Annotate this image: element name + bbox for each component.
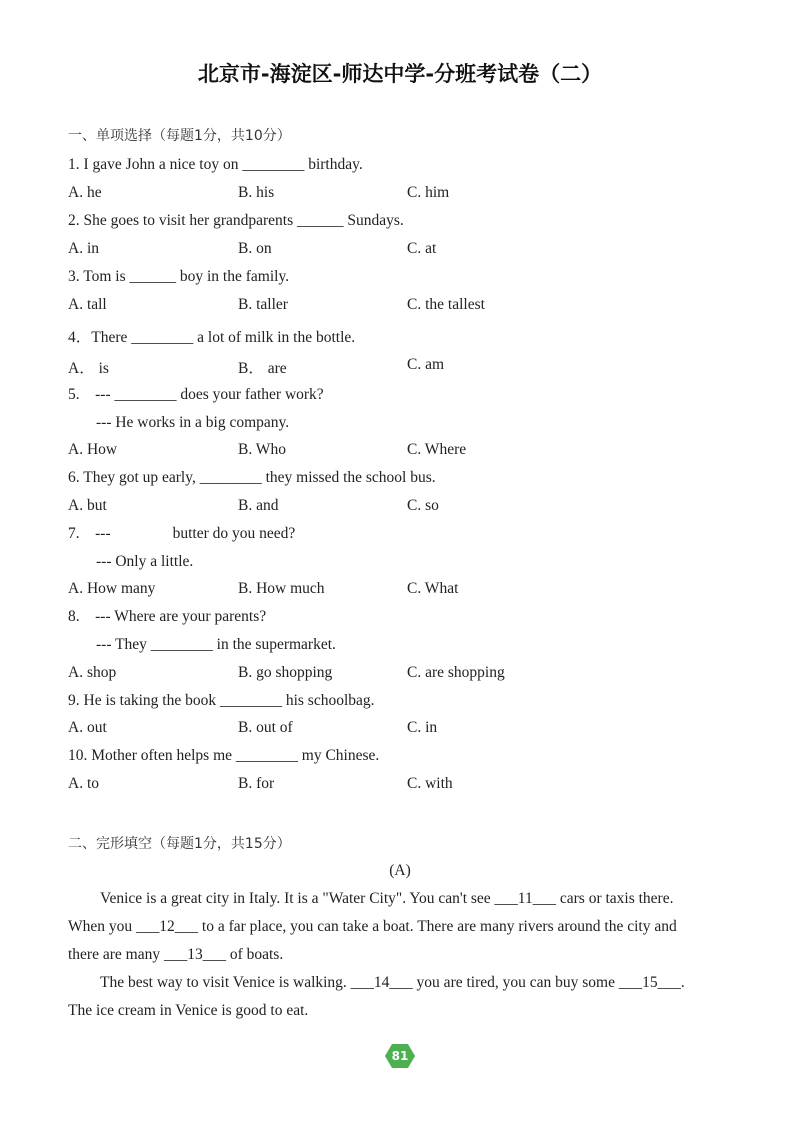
- question-stem: 8. --- Where are your parents?: [68, 608, 267, 625]
- option-c: C. am: [407, 356, 445, 373]
- option-a: A. tall: [68, 296, 107, 313]
- option-c: C. so: [407, 497, 439, 514]
- section-heading-cloze: 二、完形填空（每题1分，共15分）: [68, 836, 291, 852]
- question-stem: 5. --- ________ does your father work?: [68, 386, 324, 403]
- option-a: A. out: [68, 719, 107, 736]
- option-b: B. for: [238, 775, 275, 792]
- option-b: B. How much: [238, 580, 325, 597]
- option-b: B. out of: [238, 719, 293, 736]
- option-c: C. What: [407, 580, 459, 597]
- page-number-badge: [384, 1043, 416, 1069]
- option-a: A. How many: [68, 580, 156, 597]
- option-c: C. Where: [407, 441, 467, 458]
- passage-label: (A): [389, 862, 411, 879]
- question-stem: 9. He is taking the book ________ his schoolbag.: [68, 692, 375, 709]
- option-c: C. him: [407, 184, 450, 201]
- section-heading-single-choice: 一、单项选择（每题1分，共10分）: [68, 128, 291, 144]
- option-a: A. but: [68, 497, 107, 514]
- question-stem-reply: --- He works in a big company.: [96, 414, 290, 431]
- question-stem-reply: --- They ________ in the supermarket.: [96, 636, 336, 653]
- question-stem: 1. I gave John a nice toy on ________ birthday.: [68, 156, 363, 173]
- question-stem: 10. Mother often helps me ________ my Chinese.: [68, 747, 380, 764]
- option-b: B. and: [238, 497, 279, 514]
- question-stem-reply: --- Only a little.: [96, 553, 194, 570]
- page-title: 北京市-海淀区-师达中学-分班考试卷（二）: [197, 62, 603, 86]
- question-stem: 2. She goes to visit her grandparents ______ Sundays.: [68, 212, 404, 229]
- option-b: B. Who: [238, 441, 286, 458]
- option-a: A. shop: [68, 664, 117, 681]
- question-stem: 6. They got up early, ________ they missed the school bus.: [68, 469, 436, 486]
- option-a: A. in: [68, 240, 99, 257]
- option-b: B. on: [238, 240, 272, 257]
- page-number: 81: [391, 1049, 409, 1063]
- question-stem: 7. --- butter do you need?: [68, 525, 296, 542]
- option-a: A． is: [68, 360, 109, 377]
- option-b: B. his: [238, 184, 275, 201]
- option-a: A. to: [68, 775, 99, 792]
- option-b: B. taller: [238, 296, 288, 313]
- option-c: C. the tallest: [407, 296, 485, 313]
- option-c: C. are shopping: [407, 664, 505, 681]
- option-c: C. in: [407, 719, 438, 736]
- option-b: B. go shopping: [238, 664, 333, 681]
- option-a: A. How: [68, 441, 118, 458]
- question-stem: 3. Tom is ______ boy in the family.: [68, 268, 290, 285]
- passage-paragraph: Venice is a great city in Italy. It is a "Water City". You can't see ___11___ cars or taxis there. When you ___12___ to a far place, you can take a boat. There are many rivers around the city and there are many ___13___ of boats.: [68, 890, 677, 963]
- option-a: A. he: [68, 184, 102, 201]
- option-c: C. with: [407, 775, 453, 792]
- passage-paragraph: The best way to visit Venice is walking. ___14___ you are tired, you can buy some ___15___. The ice cream in Venice is good to eat.: [68, 974, 685, 1019]
- question-stem: 4．There ________ a lot of milk in the bottle.: [68, 329, 356, 346]
- option-c: C. at: [407, 240, 437, 257]
- option-b: B． are: [238, 360, 287, 377]
